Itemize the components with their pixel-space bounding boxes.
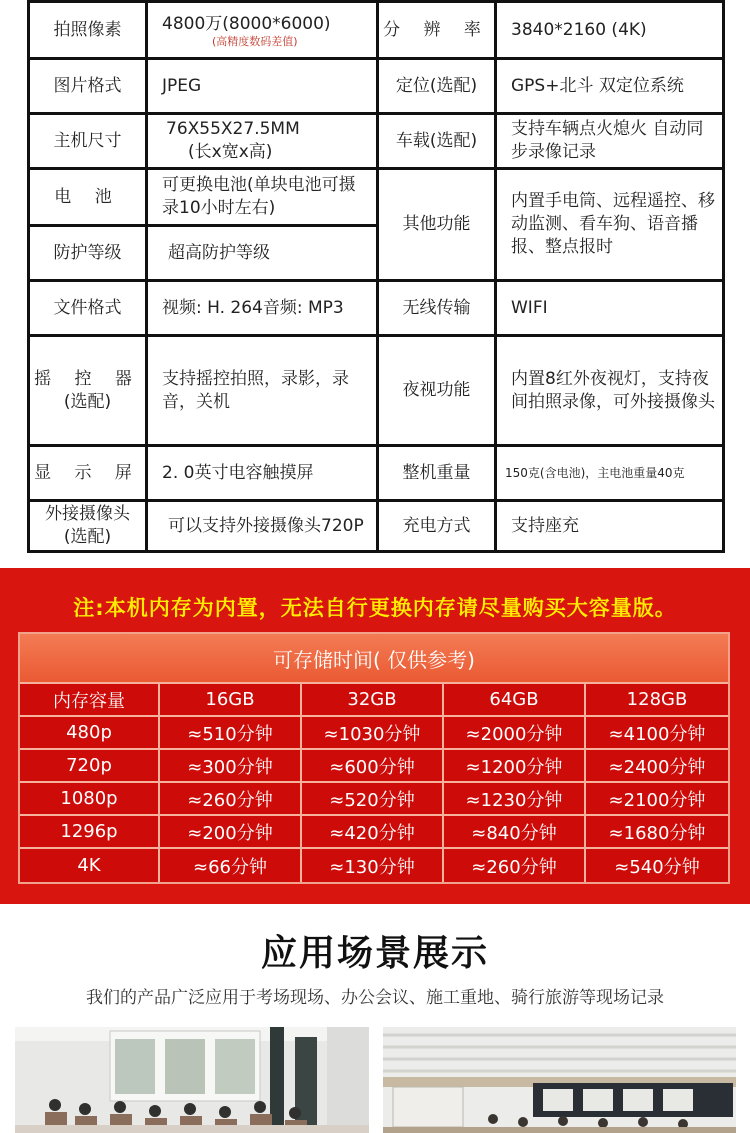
spec-value-photo-pixels: [148, 3, 376, 57]
spec-value-resolution: 3840*2160 (4K): [497, 3, 722, 57]
storage-header-cell: 64GB: [444, 684, 586, 715]
table-row: [20, 717, 728, 750]
meeting-room-photo: [383, 1027, 736, 1133]
spec-label-external-camera-sub: (选配): [63, 527, 112, 547]
storage-header-row: [20, 684, 728, 717]
spec-value-night-vision: 内置8红外夜视灯，支持夜间拍照录像，可外接摄像头: [497, 337, 722, 444]
spec-label-wireless: 无线传输: [379, 282, 494, 334]
spec-label-display: 显 示 屏: [30, 447, 145, 499]
spec-label-remote-sub: (选配): [63, 391, 112, 412]
spec-label-protection: 防护等级: [30, 227, 145, 279]
spec-label-image-format: 图片格式: [30, 60, 145, 112]
spec-value-dimensions-sub: (长x宽x高): [188, 142, 273, 162]
scenes-title: 应用场景展示: [260, 933, 489, 974]
storage-header-cell: 16GB: [160, 684, 302, 715]
storage-header-cell: 128GB: [626, 689, 688, 710]
spec-value-image-format: JPEG: [148, 60, 376, 112]
storage-header-cell: 32GB: [302, 684, 444, 715]
table-cell: ≈200分钟: [160, 816, 302, 847]
scenes-subtitle: 我们的产品广泛应用于考场现场、办公会议、施工重地、骑行旅游等现场记录: [86, 988, 664, 1008]
table-cell: 4K: [20, 849, 160, 882]
spec-label-external-camera-text: 外接摄像头: [45, 504, 130, 525]
table-cell: 1080p: [20, 783, 160, 814]
spec-value-other-functions: 内置手电筒、远程遥控、移动监测、看车狗、语音播报、整点报时: [497, 170, 722, 279]
spec-value-wireless: WIFI: [497, 282, 722, 334]
storage-grid: [20, 684, 728, 882]
table-cell: ≈1030分钟: [302, 717, 444, 748]
spec-label-positioning: 定位(选配): [379, 60, 494, 112]
table-row: [20, 816, 728, 849]
spec-value-file-format: 视频: H. 264音频: MP3: [148, 282, 376, 334]
table-cell: ≈300分钟: [160, 750, 302, 781]
table-cell: ≈540分钟: [614, 856, 700, 878]
memory-notice: 注:本机内存为内置，无法自行更换内存请尽量购买大容量版。: [73, 596, 677, 620]
table-cell: ≈1230分钟: [444, 783, 586, 814]
spec-label-photo-pixels: 拍照像素: [30, 3, 145, 57]
spec-value-weight: 150克(含电池)，主电池重量40克: [497, 447, 722, 499]
spec-value-dimensions-text: 76X55X27.5MM: [166, 119, 300, 140]
table-cell: ≈2400分钟: [608, 756, 706, 778]
table-cell: ≈66分钟: [160, 849, 302, 882]
spec-value-photo-pixels-note: (高精度数码差值): [212, 34, 298, 48]
spec-label-charging: 充电方式: [379, 502, 494, 550]
exam-room-illustration: [15, 1027, 369, 1133]
table-cell: ≈510分钟: [160, 717, 302, 748]
spec-label-dimensions: 主机尺寸: [30, 115, 145, 167]
table-cell: ≈520分钟: [302, 783, 444, 814]
spec-label-external-camera: [30, 502, 145, 550]
table-cell: ≈840分钟: [444, 816, 586, 847]
table-cell: ≈600分钟: [302, 750, 444, 781]
spec-label-weight: 整机重量: [379, 447, 494, 499]
spec-value-vehicle: 支持车辆点火熄火 自动同步录像记录: [497, 115, 722, 167]
spec-value-photo-pixels-text: 4800万(8000*6000): [162, 14, 331, 35]
table-cell: ≈260分钟: [160, 783, 302, 814]
spec-value-protection: 超高防护等级: [148, 227, 376, 279]
spec-label-battery: 电 池: [30, 170, 145, 224]
spec-value-positioning: GPS+北斗 双定位系统: [497, 60, 722, 112]
table-cell: 720p: [20, 750, 160, 781]
spec-table: [27, 0, 725, 553]
spec-label-file-format: 文件格式: [30, 282, 145, 334]
spec-value-external-camera: 可以支持外接摄像头720P: [148, 502, 376, 550]
table-cell: ≈2100分钟: [608, 789, 706, 811]
spec-value-charging: 支持座充: [497, 502, 722, 550]
exam-room-photo: [15, 1027, 369, 1133]
table-cell: ≈1200分钟: [444, 750, 586, 781]
table-row: [20, 783, 728, 816]
table-cell: 1296p: [20, 816, 160, 847]
spec-value-dimensions: [148, 115, 376, 167]
table-cell: ≈4100分钟: [608, 723, 706, 745]
storage-table: [18, 632, 730, 884]
table-row: [20, 750, 728, 783]
storage-table-title: 可存储时间( 仅供参考): [20, 634, 728, 684]
spec-label-remote-text: 摇 控 器: [34, 368, 141, 389]
spec-label-night-vision: 夜视功能: [379, 337, 494, 444]
spec-value-battery: 可更换电池(单块电池可摄录10小时左右): [148, 170, 376, 224]
spec-value-remote: 支持摇控拍照，录影，录音，关机: [148, 337, 376, 444]
spec-label-other-functions: 其他功能: [379, 170, 494, 279]
table-cell: 480p: [20, 717, 160, 748]
table-cell: ≈1680分钟: [608, 822, 706, 844]
table-row: [20, 849, 728, 882]
table-cell: ≈2000分钟: [444, 717, 586, 748]
table-cell: ≈130分钟: [302, 849, 444, 882]
spec-label-remote: [30, 337, 145, 444]
spec-label-vehicle: 车载(选配): [379, 115, 494, 167]
spec-label-resolution: 分 辨 率: [379, 3, 494, 57]
meeting-room-illustration: [383, 1027, 736, 1133]
storage-section: [0, 568, 750, 904]
storage-header-cell: 内存容量: [20, 684, 160, 715]
spec-value-display: 2. 0英寸电容触摸屏: [148, 447, 376, 499]
table-cell: ≈260分钟: [444, 849, 586, 882]
table-cell: ≈420分钟: [302, 816, 444, 847]
